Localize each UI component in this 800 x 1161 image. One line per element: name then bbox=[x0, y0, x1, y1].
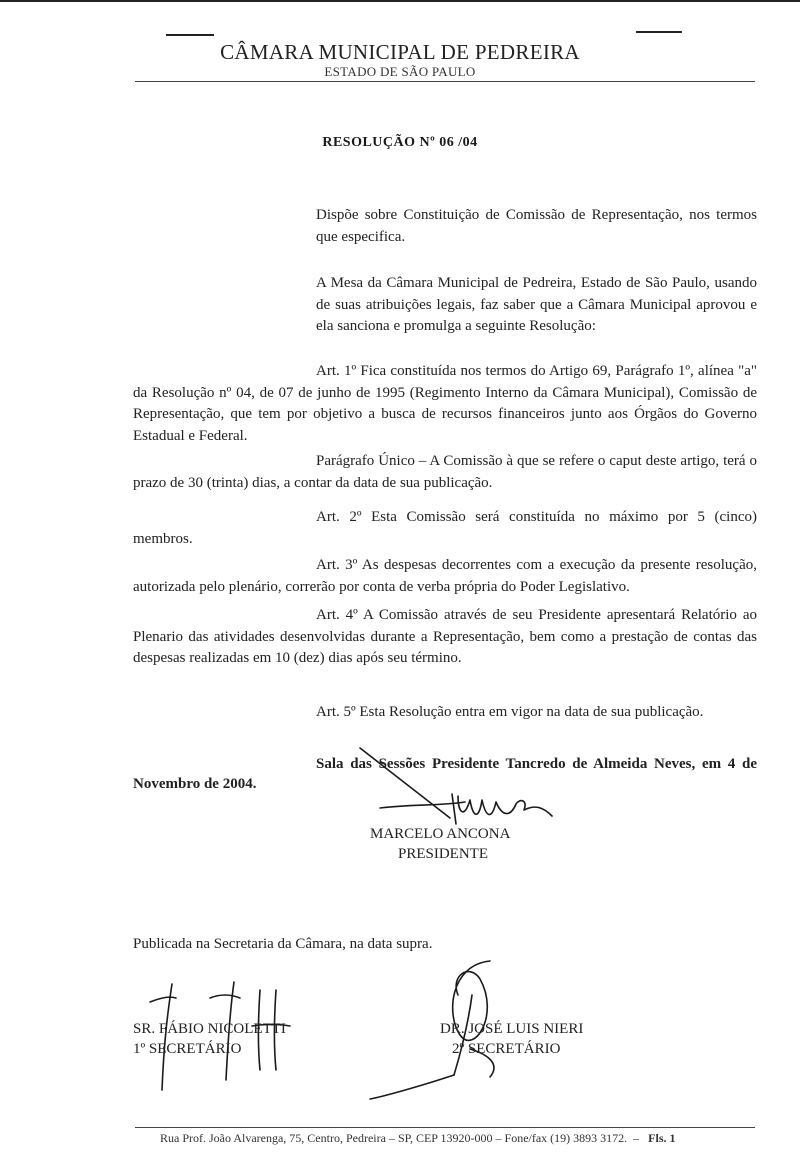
first-secretary-signature bbox=[140, 980, 320, 1100]
header-divider bbox=[135, 81, 755, 82]
article-2: Art. 2º Esta Comissão será constituída no máximo por 5 (cinco) membros. bbox=[133, 509, 757, 547]
letterhead-title: CÂMARA MUNICIPAL DE PEDREIRA bbox=[220, 40, 580, 64]
publication-note: Publicada na Secretaria da Câmara, na data supra. bbox=[133, 936, 433, 952]
second-secretary-role: 2º SECRETÁRIO bbox=[452, 1041, 561, 1057]
president-name: MARCELO ANCONA bbox=[370, 826, 511, 842]
article-4: Art. 4º A Comissão através de seu Presidente apresentará Relatório ao Plenario das atividades desenvolvidas durante a Representação, bem como a prestação de contas das despesas realizadas em 10 (dez) dias após seu término. bbox=[133, 607, 757, 666]
footer-separator: – bbox=[630, 1131, 646, 1145]
resolution-title: RESOLUÇÃO Nº 06 /04 bbox=[322, 135, 478, 150]
president-signature bbox=[340, 738, 560, 838]
scan-mark-left bbox=[166, 34, 214, 36]
first-secretary-role: 1º SECRETÁRIO bbox=[133, 1041, 242, 1057]
letterhead-subtitle: ESTADO DE SÃO PAULO bbox=[324, 64, 476, 79]
article-3: Art. 3º As despesas decorrentes com a execução da presente resolução, autorizada pelo plenário, correrão por conta de verba própria do Poder Legislativo. bbox=[133, 557, 757, 595]
closing-session-room: Sala das Sessões Presidente Tancredo de Almeida Neves, em 4 de bbox=[316, 756, 757, 772]
article-1: Art. 1º Fica constituída nos termos do Artigo 69, Parágrafo 1º, alínea "a" da Resolução nº 04, de 07 de junho de 1995 (Regimento Interno da Câmara Municipal), Comissão de Representação, que tem por objetivo a busca de recursos financeiros junto aos Órgãos do Governo Estadual e Federal. bbox=[133, 363, 757, 444]
footer-divider bbox=[135, 1127, 755, 1128]
footer-address: Rua Prof. João Alvarenga, 75, Centro, Pedreira – SP, CEP 13920-000 – Fone/fax (19) 3893 3172. bbox=[160, 1131, 628, 1145]
scan-mark-right bbox=[636, 31, 682, 33]
resolution-summary: Dispõe sobre Constituição de Comissão de Representação, nos termos que especifica. bbox=[316, 207, 757, 245]
paragraph-unique: Parágrafo Único – A Comissão à que se refere o caput deste artigo, terá o prazo de 30 (trinta) dias, a contar da data de sua publicação. bbox=[133, 453, 757, 491]
closing-date: Novembro de 2004. bbox=[133, 776, 257, 792]
preamble: A Mesa da Câmara Municipal de Pedreira, Estado de São Paulo, usando de suas atribuições legais, faz saber que a Câmara Municipal aprovou e ela sanciona e promulga a seguinte Resolução: bbox=[316, 275, 757, 334]
footer bbox=[160, 1131, 676, 1146]
first-secretary-name: SR. FÁBIO NICOLETTI bbox=[133, 1021, 286, 1037]
article-5: Art. 5º Esta Resolução entra em vigor na data de sua publicação. bbox=[316, 704, 704, 720]
page-number: Fls. 1 bbox=[648, 1131, 676, 1145]
president-role: PRESIDENTE bbox=[398, 846, 488, 862]
scan-top-border bbox=[0, 0, 800, 2]
second-secretary-name: DR. JOSÉ LUIS NIERI bbox=[440, 1021, 584, 1037]
